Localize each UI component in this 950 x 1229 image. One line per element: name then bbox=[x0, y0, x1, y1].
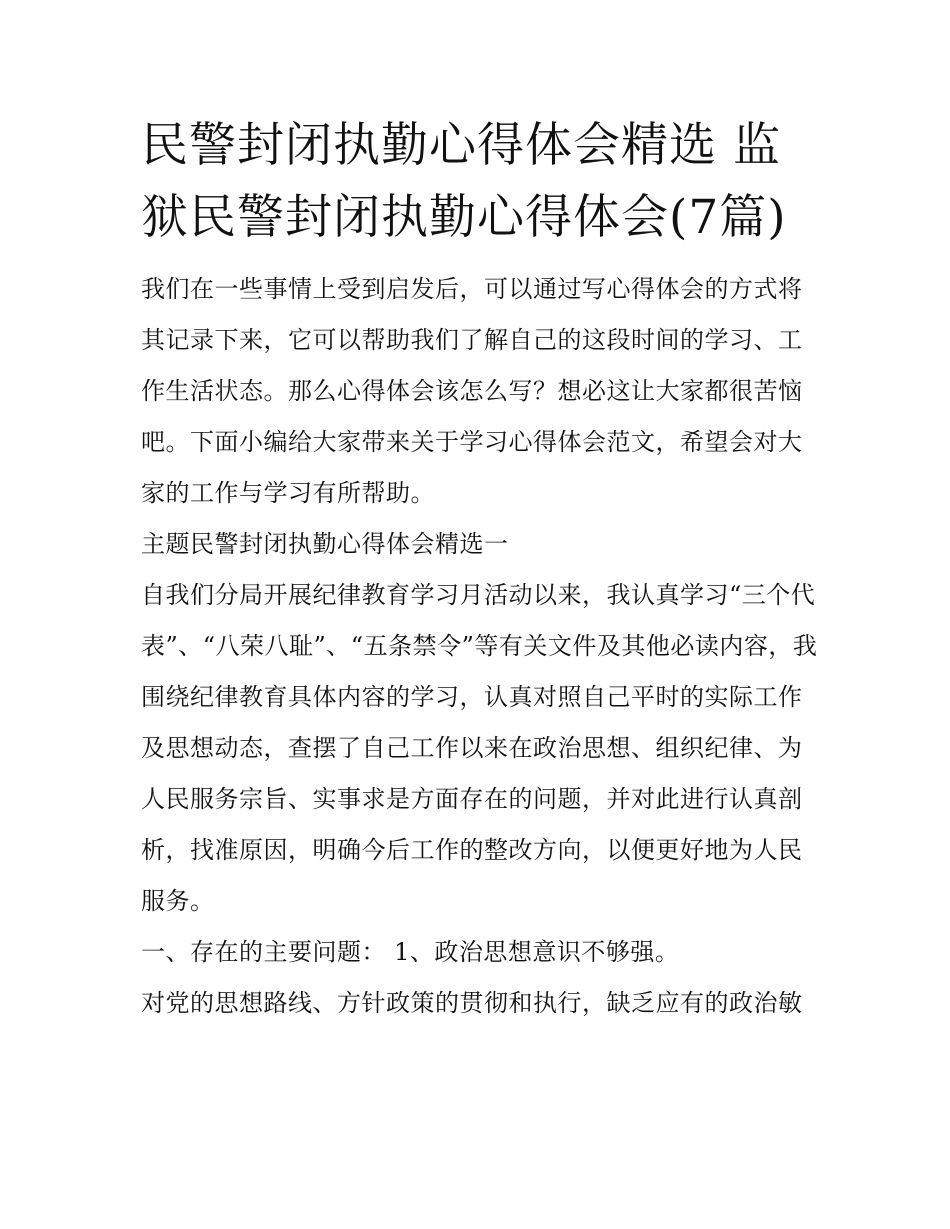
body-paragraph-continued: 对党的思想路线、方针政策的贯彻和执行，缺乏应有的政治敏 bbox=[141, 989, 803, 1017]
section-heading: 主题民警封闭执勤心得体会精选一 bbox=[141, 530, 509, 558]
document-body bbox=[141, 110, 821, 1029]
problem-heading: 一、存在的主要问题： 1、政治思想意识不够强。 bbox=[141, 938, 680, 966]
intro-paragraph: 我们在一些事情上受到启发后，可以通过写心得体会的方式将其记录下来，它可以帮助我们了解自己的这段时间的学习、工作生活状态。那么心得体会该怎么写？想必这让大家都很苦恼吧。下面小编给大家带来关于学习心得体会范文，希望会对大家的工作与学习有所帮助。 bbox=[141, 275, 803, 507]
body-paragraph: 自我们分局开展纪律教育学习月活动以来，我认真学习“三个代表”、“八荣八耻”、“五条禁令”等有关文件及其他必读内容，我围绕纪律教育具体内容的学习，认真对照自己平时的实际工作及思想动态，查摆了自己工作以来在政治思想、组织纪律、为人民服务宗旨、实事求是方面存在的问题，并对此进行认真剖析，找准原因，明确今后工作的整改方向，以便更好地为人民服务。 bbox=[141, 581, 818, 915]
document-title: 民警封闭执勤心得体会精选 监狱民警封闭执勤心得体会(7篇) bbox=[141, 118, 787, 245]
